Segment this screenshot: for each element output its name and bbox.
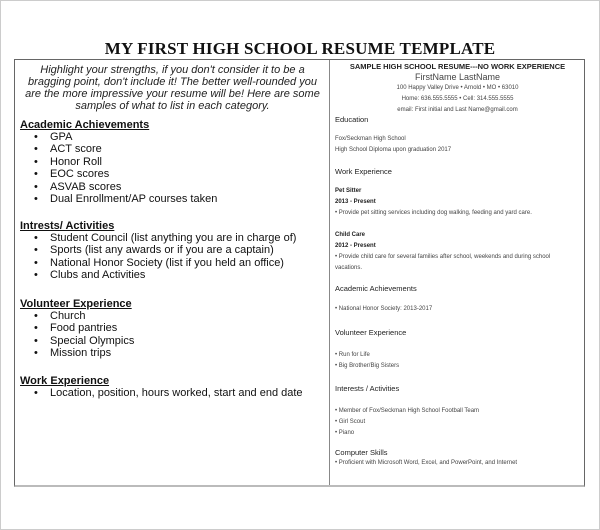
list-item: • Student Council (list anything you are in charge of) [34,232,296,244]
list-item: • EOC scores [34,168,217,180]
resume-line: • National Honor Society: 2013-2017 [335,306,433,312]
list-item: • Clubs and Activities [34,269,296,281]
page-title: MY FIRST HIGH SCHOOL RESUME TEMPLATE [104,39,496,58]
section-volunteer [20,292,134,360]
section-heading: Academic Achievements [335,284,417,293]
resume-line: High School Diploma upon graduation 2017 [335,147,452,153]
section-work [20,369,303,399]
section-heading: Work Experience [20,375,110,387]
resume-line: Fox/Seckman High School [335,136,406,142]
list-item: • ASVAB scores [34,181,217,193]
resume-line: • Provide child care for several families after school, weekends and during school [335,254,551,260]
resume-line: • Provide pet sitting services including dog walking, feeding and yard care. [335,210,532,216]
resume-line: 2013 - Present [335,199,376,205]
tips-column [15,60,330,485]
resume-line: vacations. [335,265,363,271]
resume-line: • Run for Life [335,352,370,358]
resume-address: 100 Happy Valley Drive • Arnold • MO • 63010 [396,85,519,91]
list-item: • Honor Roll [34,156,217,168]
section-heading: Academic Achievements [20,119,150,131]
section-heading: Intrests/ Activities [20,220,115,232]
resume-email: email: First initial and Last Name@gmail.com [397,107,518,113]
section-heading: Work Experience [335,167,392,176]
sample-resume-column [331,60,584,485]
section-heading: Volunteer Experience [335,328,407,337]
list-item: • Location, position, hours worked, start and end date [34,387,303,399]
list-item: • Church [34,310,134,322]
list-item: • Mission trips [34,347,134,359]
section-heading: Education [335,115,369,124]
section-heading: Computer Skills [335,448,388,457]
resume-line: • Big Brother/Big Sisters [335,363,400,369]
resume-line: 2012 - Present [335,243,376,249]
intro-text: Highlight your strengths, if you don't consider it to be a bragging point, don't include it! The better well-rounded you are the more impressive your resume will be! Here are some samples of what to list in each category. [25,64,320,112]
resume-line: • Piano [335,430,355,436]
resume-line: • Member of Fox/Seckman High School Football Team [335,408,480,414]
section-academic [20,113,217,205]
resume-name: FirstName LastName [414,72,501,82]
resume-table [14,59,585,487]
resume-line: Pet Sitter [335,188,362,194]
list-item: • Food pantries [34,322,134,334]
section-heading: Volunteer Experience [20,298,132,310]
resume-line: • Girl Scout [335,419,366,425]
section-heading: Interests / Activities [335,384,400,393]
list-item: • Sports (list any awards or if you are a captain) [34,244,296,256]
list-item: • Dual Enrollment/AP courses taken [34,193,217,205]
list-item: • GPA [34,131,217,143]
list-item: • National Honor Society (list if you held an office) [34,257,296,269]
resume-line: • Proficient with Microsoft Word, Excel, and PowerPoint, and Internet [335,460,518,466]
section-interests [20,214,296,282]
list-item: • ACT score [34,143,217,155]
resume-line: Child Care [335,232,366,238]
sample-header: SAMPLE HIGH SCHOOL RESUME---NO WORK EXPERIENCE [349,62,566,71]
resume-phone: Home: 636.555.5555 • Cell: 314.555.5555 [401,96,514,102]
list-item: • Special Olympics [34,335,134,347]
